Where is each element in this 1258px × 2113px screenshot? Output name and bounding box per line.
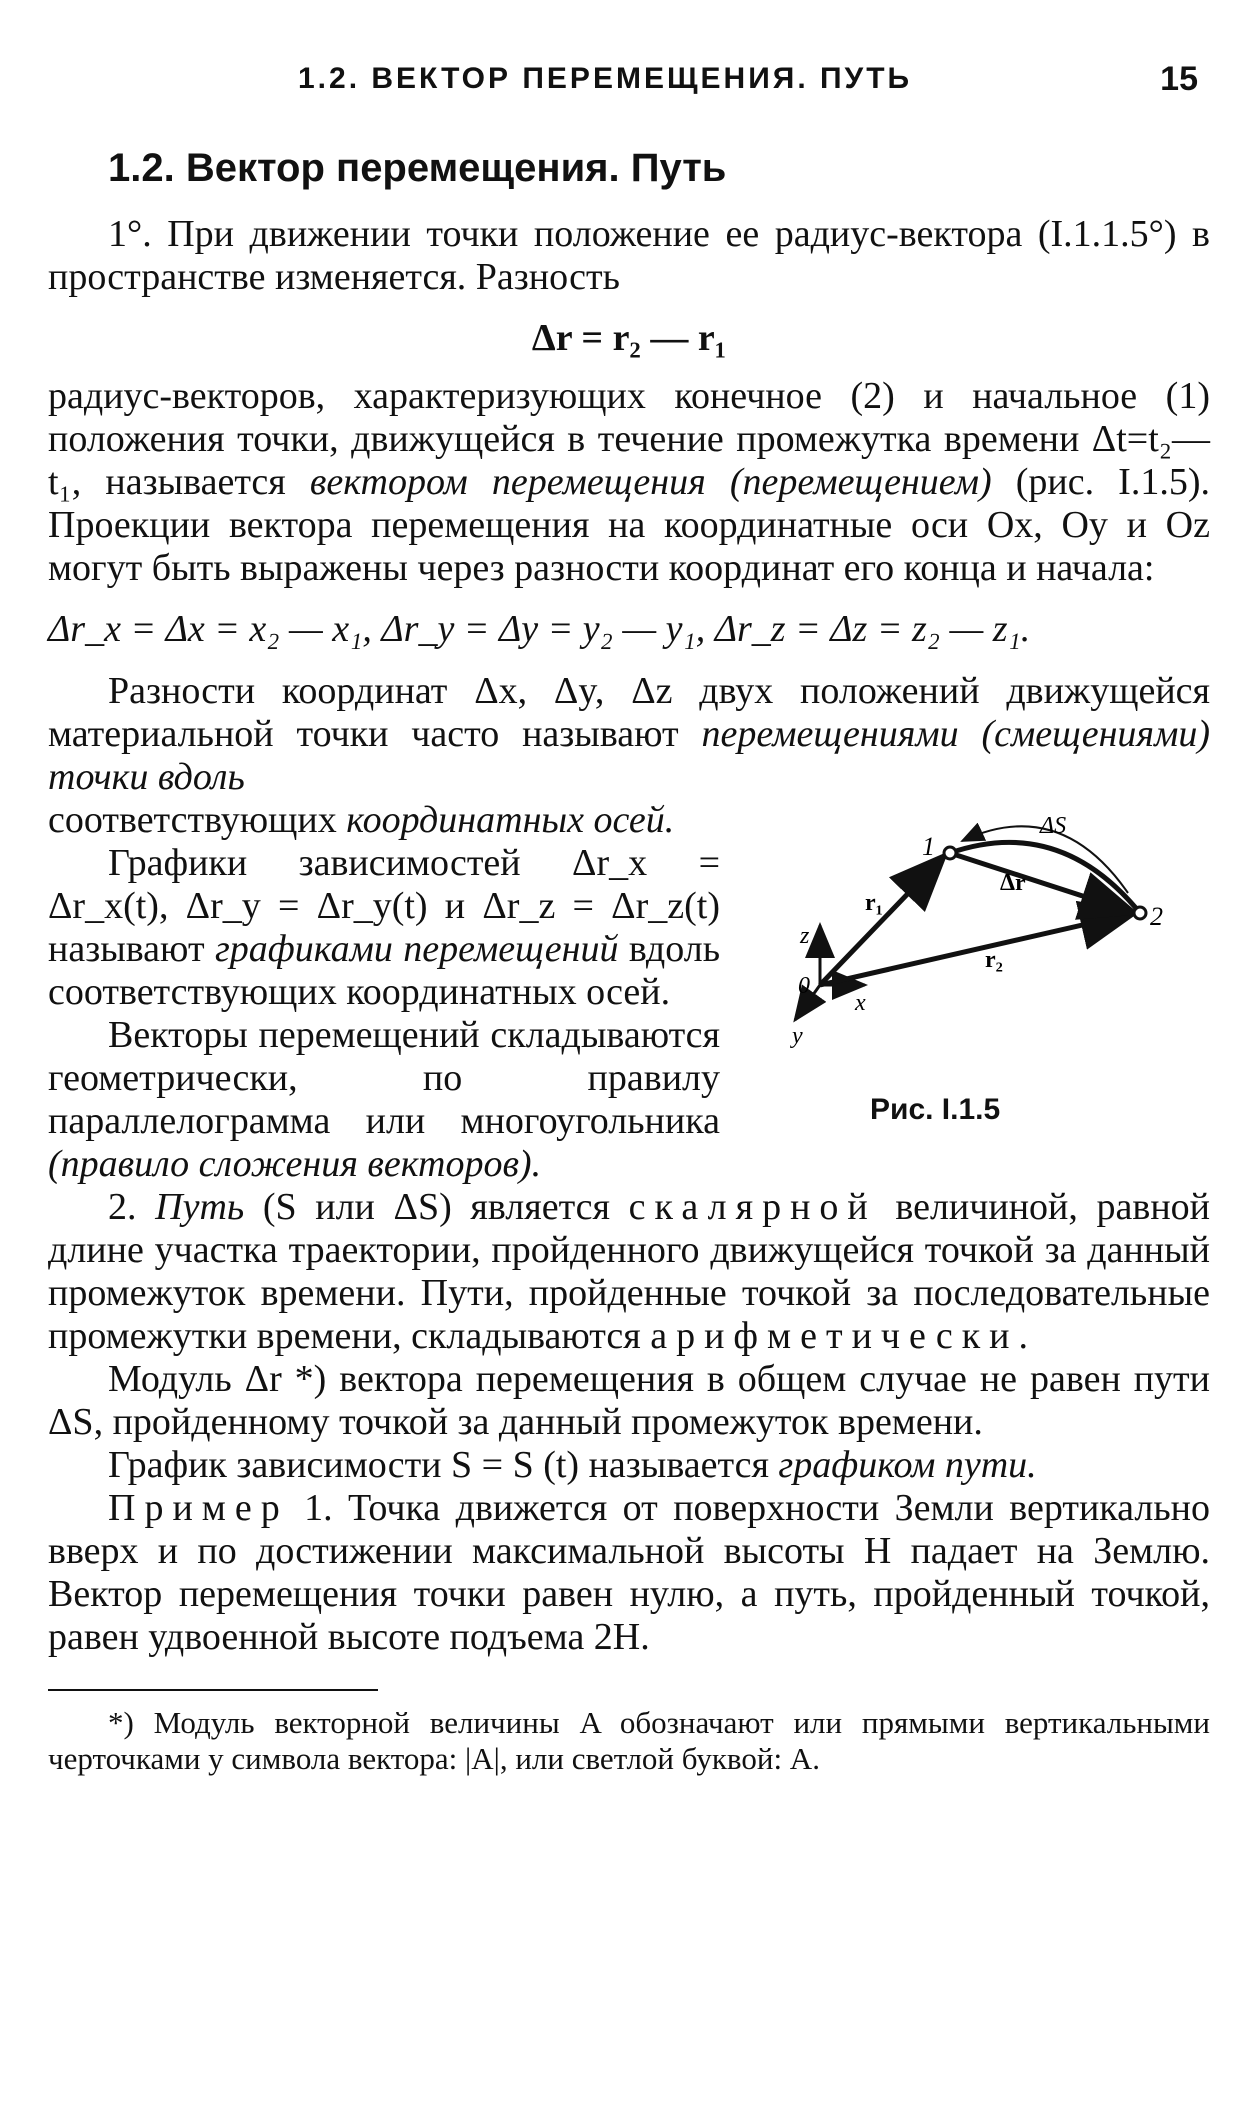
paragraph-1: 1°. При движении точки положение ее радиус-вектора (I.1.1.5°) в пространстве изменяется. Разность [48, 213, 1210, 298]
label-r2: r₂ [985, 947, 1003, 973]
figure-1-1-5 [740, 805, 1210, 1135]
label-point-2: 2 [1150, 902, 1163, 931]
paragraph-7: Модуль Δr *) вектора перемещения в общем случае не равен пути ΔS, пройденному точкой за данный промежуток времени. [48, 1358, 1210, 1443]
term-vector-addition-rule: (правило сложения векторов). [48, 1143, 542, 1185]
term-path-graph: графиком пути. [778, 1444, 1037, 1486]
term-displacement-vector: вектором перемещения (перемещением) [309, 461, 992, 503]
r1-vector [820, 855, 945, 985]
label-delta-s: ΔS [1040, 813, 1067, 839]
example-label: Пример [108, 1487, 289, 1529]
label-point-1: 1 [922, 832, 935, 861]
example-text: 1. Точка движется от поверхности Земли вертикально вверх и по достижении максимальной высоты H падает на Землю. Вектор перемещения точки равен нулю, а путь, пройденный точкой, равен удвоенной высоте подъема 2H. [48, 1487, 1210, 1658]
term-displacement-graphs: графиками перемещений [214, 928, 619, 970]
paragraph-8 [48, 1444, 1210, 1487]
paragraph-6 [48, 1186, 1210, 1358]
paragraph-2 [48, 375, 1210, 590]
term-coordinate-axes: координатных осей. [346, 799, 675, 841]
label-z-axis: z [800, 923, 810, 949]
p2-text-c: (рис. I.1.5). Проекции вектора перемещения на координатные оси Ox, Oy и Oz могут быть выражены через разности координат его конца и начала: [48, 461, 1210, 589]
formula-projections: Δr_x = Δx = x₂ — x₁, Δr_y = Δy = y₂ — y₁, Δr_z = Δz = z₂ — z₁. [48, 608, 1031, 650]
book-page [48, 40, 1210, 1777]
term-scalar: скалярной [628, 1186, 877, 1228]
p3-text-c: соответствующих [48, 799, 347, 841]
label-y-axis: y [792, 1023, 803, 1049]
p6-text-e: величиной, равной длине участка траектории, пройденного движущейся точкой за данный промежуток времени. Пути, пройденные точкой за последовательные промежутки времени, складываются [48, 1186, 1211, 1357]
term-path: Путь [155, 1186, 245, 1228]
point-2 [1134, 907, 1146, 919]
footnote-divider [48, 1689, 378, 1691]
section-title: 1.2. Вектор перемещения. Путь [108, 146, 727, 190]
p3-text-a: Разности координат Δx, Δy, Δz двух положений движущейся материальной точки часто называют [48, 670, 1210, 755]
p2-text-a: радиус-векторов, характеризующих конечное (2) и начальное (1) положения точки, движущейся в течение промежутка времени Δt=t₂—t₁, называется [48, 375, 1210, 503]
p6-text-g: . [1018, 1315, 1028, 1357]
vector-diagram [740, 805, 1210, 1095]
paragraph-3 [48, 670, 1210, 799]
point-1 [944, 847, 956, 859]
r2-vector [820, 913, 1135, 985]
page-number: 15 [1160, 60, 1198, 98]
p6-text-c: (S или ΔS) является [244, 1186, 629, 1228]
running-title: 1.2. ВЕКТОР ПЕРЕМЕЩЕНИЯ. ПУТЬ [298, 62, 913, 95]
formula-displacement: Δr = r₂ — r₁ [531, 317, 727, 359]
figure-caption: Рис. I.1.5 [870, 1093, 1001, 1126]
trajectory-curve [950, 842, 1140, 913]
p8-text-a: График зависимости S = S (t) называется [108, 1444, 779, 1486]
term-arithmetically: арифметически [650, 1315, 1019, 1357]
running-head [48, 40, 1210, 110]
term-displacements: перемещениями (смещениями) точки вдоль [48, 713, 1210, 798]
label-x-axis: x [855, 990, 866, 1016]
p5-text-a: Векторы перемещений складываются геометрически, по правилу параллелограмма или многоугольника [48, 1014, 720, 1142]
p4-text-c: вдоль соответствующих координатных осей. [48, 928, 721, 1013]
paragraph-example [48, 1487, 1210, 1659]
label-delta-r: Δr [1000, 870, 1026, 896]
p6-text-a: 2. [108, 1186, 156, 1228]
label-r1: r₁ [865, 890, 883, 916]
delta-r-vector [950, 853, 1135, 913]
footnote: *) Модуль векторной величины A обозначают или прямыми вертикальными черточками у символа вектора: |A|, или светлой буквой: A. [48, 1705, 1210, 1776]
label-origin: 0 [798, 973, 810, 999]
p4-text-a: Графики зависимостей Δr_x = Δr_x(t), Δr_y = Δr_y(t) и Δr_z = Δr_z(t) называют [48, 842, 720, 970]
